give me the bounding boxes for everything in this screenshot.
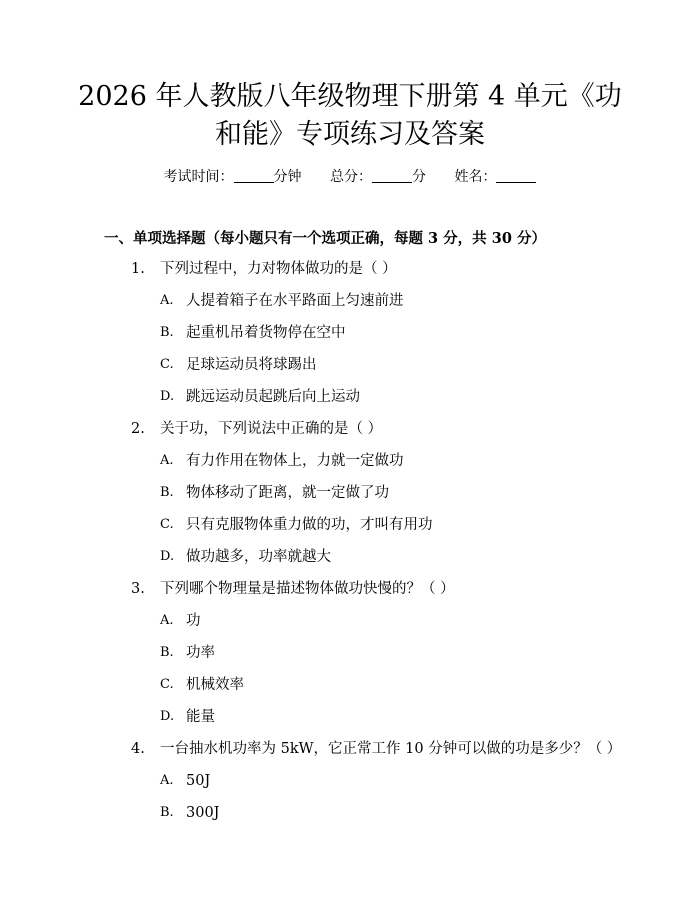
question-1	[0, 259, 700, 291]
option-text: 功率	[186, 645, 215, 661]
option-text: 做功越多，功率就越大	[186, 549, 331, 565]
title-line-1: 2026 年人教版八年级物理下册第 4 单元《功	[78, 81, 622, 112]
option-letter: C.	[160, 517, 174, 532]
option-letter: D.	[160, 389, 175, 404]
option-letter: A.	[160, 453, 174, 468]
option-d	[0, 387, 700, 419]
option-text: 机械效率	[186, 677, 244, 693]
question-list	[0, 259, 700, 835]
question-number: 3.	[131, 581, 145, 597]
option-b	[0, 483, 700, 515]
option-letter: B.	[160, 325, 174, 340]
option-text: 300J	[186, 805, 220, 821]
exam-time-unit: 分钟	[273, 169, 302, 185]
option-b	[0, 643, 700, 675]
option-b	[0, 803, 700, 835]
option-text: 功	[186, 613, 201, 629]
option-text: 物体移动了距离，就一定做了功	[186, 485, 389, 501]
title-line-2: 和能》专项练习及答案	[215, 119, 485, 150]
question-text: 下列哪个物理量是描述物体做功快慢的？（ ）	[160, 581, 455, 597]
student-name	[454, 167, 536, 187]
exam-time	[164, 167, 302, 187]
option-a	[0, 611, 700, 643]
option-c	[0, 675, 700, 707]
option-a	[0, 291, 700, 323]
option-d	[0, 707, 700, 739]
option-letter: A.	[160, 613, 174, 628]
exam-time-blank	[234, 168, 274, 183]
option-letter: B.	[160, 485, 174, 500]
question-number: 1.	[131, 261, 145, 277]
question-4	[0, 739, 700, 771]
total-score-blank	[372, 168, 412, 183]
student-name-blank	[496, 168, 536, 183]
option-text: 50J	[186, 773, 211, 789]
total-score-unit: 分	[412, 169, 426, 185]
option-a	[0, 771, 700, 803]
option-text: 只有克服物体重力做的功，才叫有用功	[186, 517, 433, 533]
option-text: 跳远运动员起跳后向上运动	[186, 389, 360, 405]
page-title	[0, 78, 700, 154]
option-text: 足球运动员将球踢出	[186, 357, 317, 373]
question-text: 下列过程中，力对物体做功的是（ ）	[160, 261, 397, 277]
option-d	[0, 547, 700, 579]
question-text: 关于功，下列说法中正确的是（ ）	[160, 421, 383, 437]
question-number: 2.	[131, 421, 145, 437]
option-text: 人提着箱子在水平路面上匀速前进	[186, 293, 404, 309]
total-score	[330, 167, 426, 187]
question-2	[0, 419, 700, 451]
section-heading: 一、单项选择题（每小题只有一个选项正确，每题 3 分，共 30 分）	[104, 230, 546, 247]
option-letter: C.	[160, 677, 174, 692]
option-text: 有力作用在物体上，力就一定做功	[186, 453, 404, 469]
option-letter: A.	[160, 293, 174, 308]
option-letter: A.	[160, 773, 174, 788]
student-name-label: 姓名：	[454, 169, 497, 185]
option-c	[0, 515, 700, 547]
question-number: 4.	[131, 741, 145, 757]
option-a	[0, 451, 700, 483]
option-c	[0, 355, 700, 387]
exam-time-label: 考试时间：	[163, 169, 234, 185]
option-letter: B.	[160, 805, 174, 820]
option-b	[0, 323, 700, 355]
option-text: 能量	[186, 709, 215, 725]
total-score-label: 总分：	[330, 169, 372, 185]
option-letter: C.	[160, 357, 174, 372]
question-text: 一台抽水机功率为 5kW，它正常工作 10 分钟可以做的功是多少？（ ）	[160, 741, 622, 757]
option-letter: B.	[160, 645, 174, 660]
option-letter: D.	[160, 709, 175, 724]
exam-info	[0, 167, 700, 187]
option-text: 起重机吊着货物停在空中	[186, 325, 346, 341]
question-3	[0, 579, 700, 611]
option-letter: D.	[160, 549, 175, 564]
